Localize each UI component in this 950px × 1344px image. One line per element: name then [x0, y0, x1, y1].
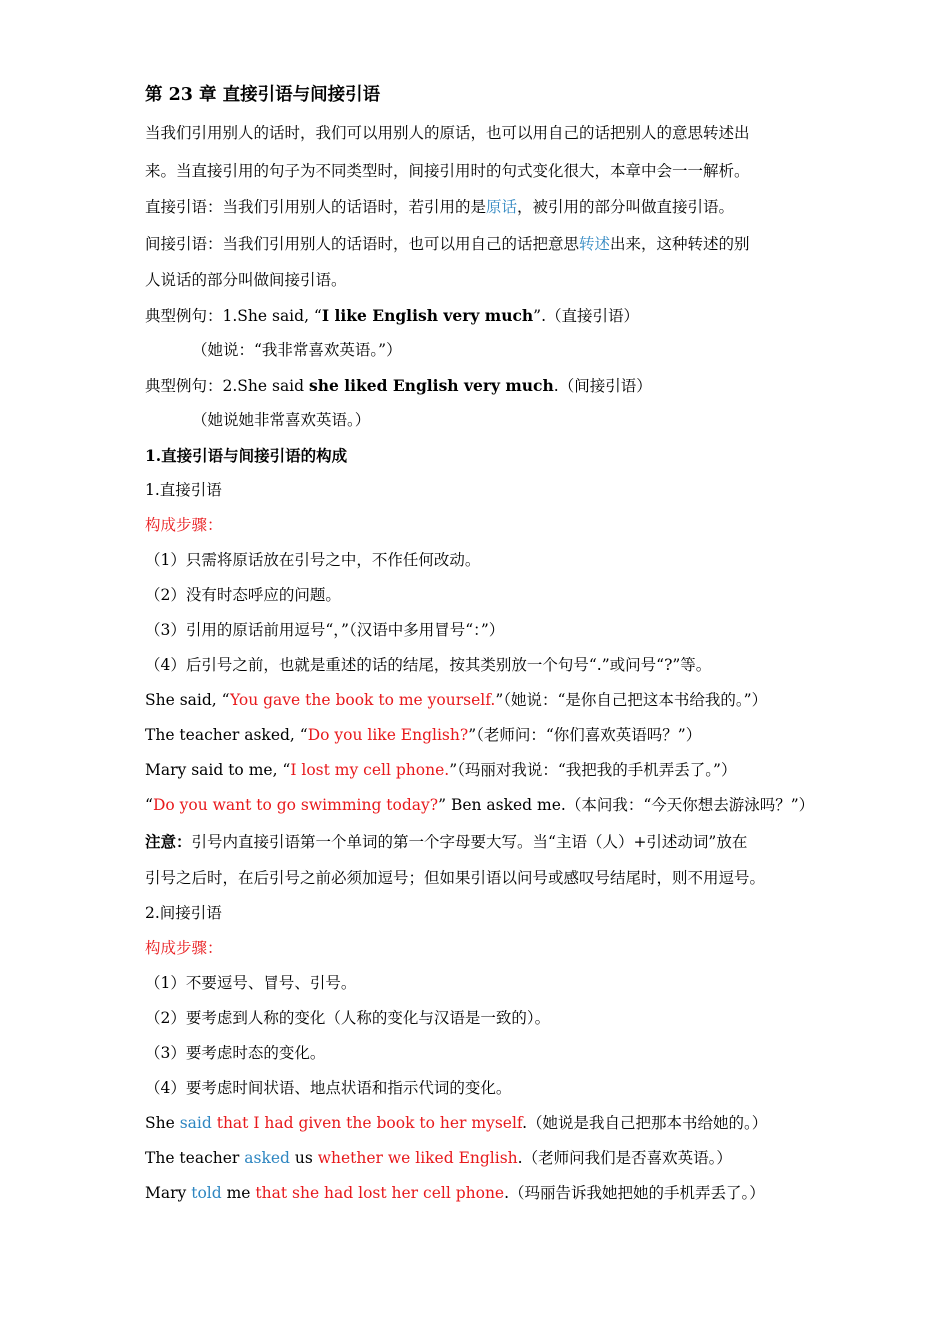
intro-line-2: 来。当直接引用的句子为不同类型时，间接引用时的句式变化很大，本章中会一一解析。	[145, 162, 750, 180]
typical-example-2: 典型例句：2.She said she liked English very much.（间接引语）	[145, 376, 652, 395]
document-body	[145, 78, 815, 1211]
typical-example-1: 典型例句：1.She said, “I like English very much”.（直接引语）	[145, 306, 640, 325]
indirect-speech-definition-cont: 人说话的部分叫做间接引语。	[145, 271, 347, 289]
indirect-step: （2）要考虑到人称的变化（人称的变化与汉语是一致的）。	[145, 1009, 551, 1027]
indirect-step: （4）要考虑时间状语、地点状语和指示代词的变化。	[145, 1079, 512, 1097]
subsection-direct-speech: 1.直接引语	[145, 481, 222, 499]
steps-label-direct: 构成步骤：	[145, 516, 223, 534]
direct-speech-definition: 直接引语：当我们引用别人的话语时，若引用的是原话，被引用的部分叫做直接引语。	[145, 198, 735, 216]
highlight-original-words: 原话	[486, 198, 518, 216]
indirect-example: Mary told me that she had lost her cell phone.（玛丽告诉我她把她的手机弄丢了。）	[145, 1184, 765, 1202]
direct-example: She said, “You gave the book to me yourself.”（她说：“是你自己把这本书给我的。”）	[145, 691, 768, 709]
indirect-step: （3）要考虑时态的变化。	[145, 1044, 326, 1062]
note: 注意：引号内直接引语第一个单词的第一个字母要大写。当“主语（人）+引述动词”放在	[145, 832, 748, 851]
typical-example-2-translation: （她说她非常喜欢英语。）	[192, 411, 371, 429]
section-heading: 1.直接引语与间接引语的构成	[145, 446, 348, 465]
indirect-step: （1）不要逗号、冒号、引号。	[145, 974, 357, 992]
direct-step: （2）没有时态呼应的问题。	[145, 586, 341, 604]
direct-example: Mary said to me, “I lost my cell phone.”（玛丽对我说：“我把我的手机弄丢了。”）	[145, 761, 737, 779]
intro-line-1: 当我们引用别人的话时，我们可以用别人的原话，也可以用自己的话把别人的意思转述出	[145, 124, 750, 142]
direct-step: （1）只需将原话放在引号之中，不作任何改动。	[145, 551, 481, 569]
indirect-speech-definition: 间接引语：当我们引用别人的话语时，也可以用自己的话把意思转述出来，这种转述的别	[145, 235, 750, 253]
indirect-example: The teacher asked us whether we liked English.（老师问我们是否喜欢英语。）	[145, 1149, 732, 1167]
indirect-example: She said that I had given the book to her myself.（她说是我自己把那本书给她的。）	[145, 1114, 768, 1132]
chapter-title: 第 23 章 直接引语与间接引语	[145, 85, 381, 105]
direct-example: The teacher asked, “Do you like English?”（老师问：“你们喜欢英语吗？”）	[145, 726, 702, 744]
note-label: 注意：	[145, 832, 192, 851]
note-cont: 引号之后时，在后引号之前必须加逗号；但如果引语以问号或感叹号结尾时，则不用逗号。	[145, 869, 766, 887]
direct-step: （3）引用的原话前用逗号“，”（汉语中多用冒号“：”）	[145, 621, 505, 639]
subsection-indirect-speech: 2.间接引语	[145, 904, 222, 922]
highlight-paraphrase: 转述	[579, 235, 611, 253]
typical-example-1-translation: （她说：“我非常喜欢英语。”）	[192, 341, 402, 359]
direct-example: “Do you want to go swimming today?” Ben asked me.（本问我：“今天你想去游泳吗？”）	[145, 796, 815, 814]
direct-step: （4）后引号之前，也就是重述的话的结尾，按其类别放一个句号“.”或问号“?”等。	[145, 656, 712, 674]
steps-label-indirect: 构成步骤：	[145, 939, 223, 957]
